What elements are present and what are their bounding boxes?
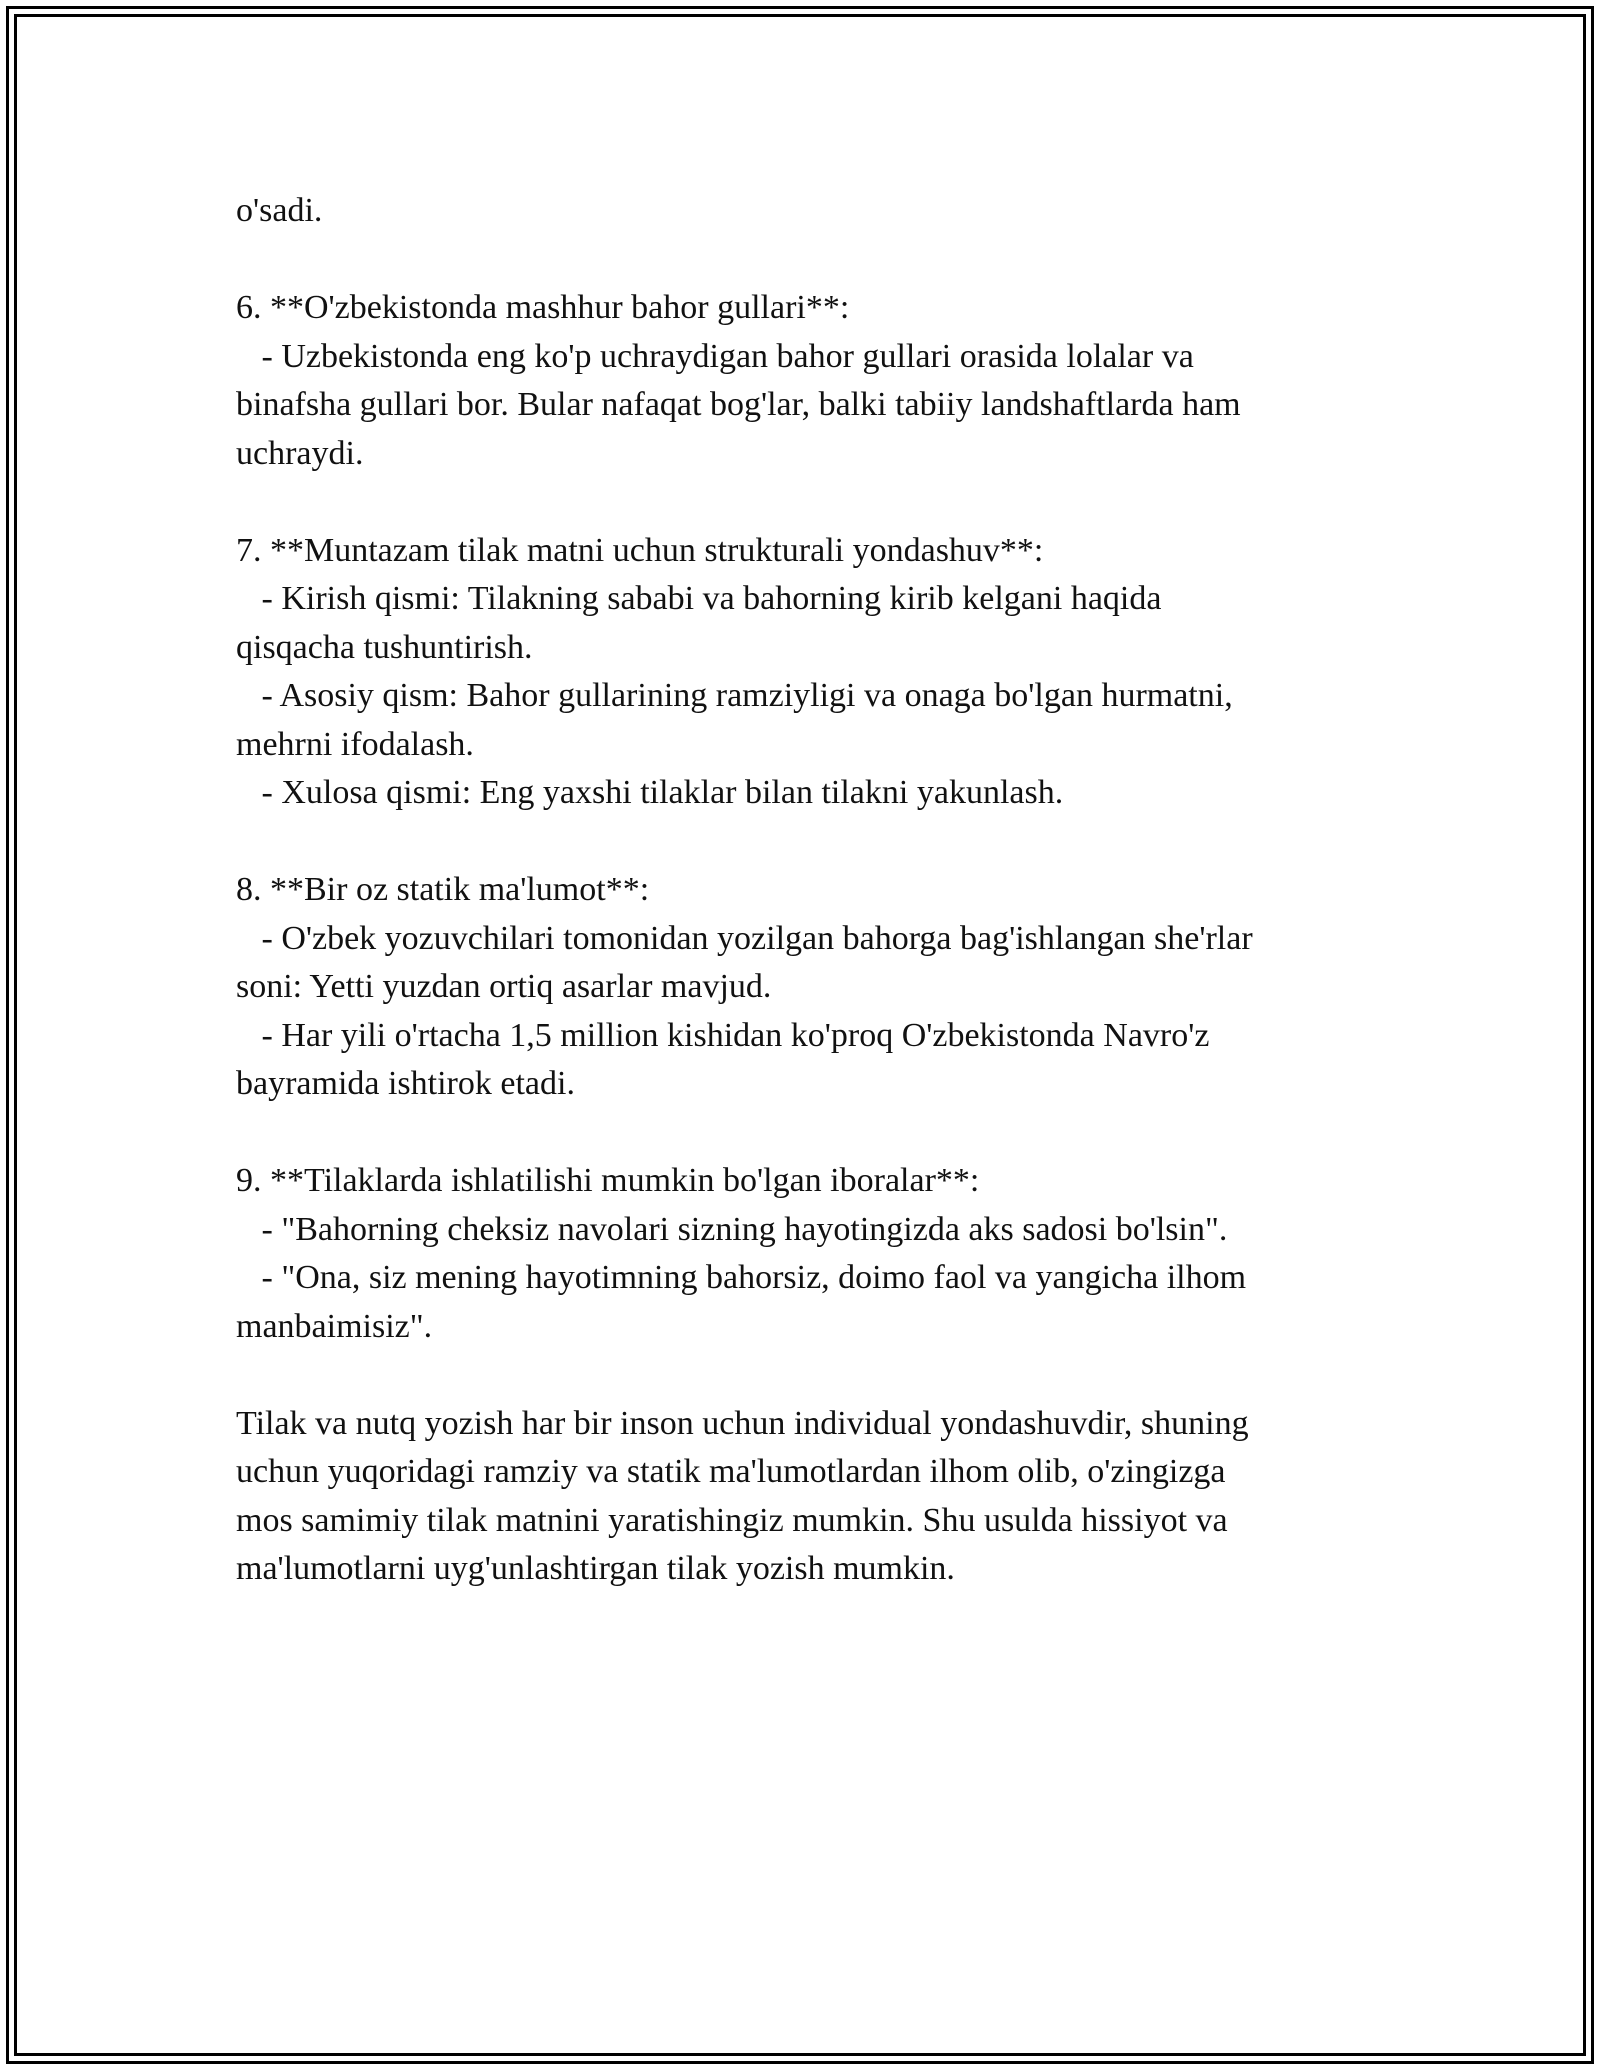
text-line: - "Ona, siz mening hayotimning bahorsiz, doimo faol va yangicha ilhom: [236, 1259, 1247, 1296]
text-line: - O'zbek yozuvchilari tomonidan yozilgan bahorga bag'ishlangan she'rlar: [236, 919, 1253, 957]
section-heading-7: 7. **Muntazam tilak matni uchun strukturali yondashuv**:: [236, 531, 1044, 569]
text-line: - Kirish qismi: Tilakning sababi va bahorning kirib kelgani haqida: [236, 580, 1162, 617]
text-line: o'sadi.: [236, 192, 323, 229]
text-line: soni: Yetti yuzdan ortiq asarlar mavjud.: [236, 968, 772, 1005]
text-line: binafsha gullari bor. Bular nafaqat bog'lar, balki tabiiy landshaftlarda ham: [236, 386, 1241, 423]
blank-line: [236, 1351, 1376, 1400]
section-heading-9: 9. **Tilaklarda ishlatilishi mumkin bo'lgan iboralar**:: [236, 1162, 980, 1199]
blank-line: [236, 236, 1376, 285]
text-line: - Uzbekistonda eng ko'p uchraydigan bahor gullari orasida lolalar va: [236, 337, 1194, 375]
text-line: - "Bahorning cheksiz navolari sizning hayotingizda aks sadosi bo'lsin".: [236, 1210, 1228, 1248]
text-line: - Xulosa qismi: Eng yaxshi tilaklar bilan tilakni yakunlash.: [236, 774, 1064, 811]
conclusion-line: ma'lumotlarni uyg'unlashtirgan tilak yozish mumkin.: [236, 1550, 955, 1587]
text-line: manbaimisiz".: [236, 1307, 433, 1345]
text-line: bayramida ishtirok etadi.: [236, 1065, 575, 1102]
conclusion-line: uchun yuqoridagi ramziy va statik ma'lumotlardan ilhom olib, o'zingizga: [236, 1453, 1226, 1490]
conclusion-line: mos samimiy tilak matnini yaratishingiz mumkin. Shu usulda hissiyot va: [236, 1501, 1228, 1539]
blank-line: [236, 1109, 1376, 1158]
conclusion-line: Tilak va nutq yozish har bir inson uchun individual yondashuvdir, shuning: [236, 1404, 1249, 1442]
text-line: - Har yili o'rtacha 1,5 million kishidan ko'proq O'zbekistonda Navro'z: [236, 1016, 1210, 1054]
blank-line: [236, 818, 1376, 867]
text-line: mehrni ifodalash.: [236, 725, 474, 763]
document-body: [236, 187, 1376, 1594]
section-heading-8: 8. **Bir oz statik ma'lumot**:: [236, 871, 650, 908]
blank-line: [236, 478, 1376, 527]
text-line: - Asosiy qism: Bahor gullarining ramziyligi va onaga bo'lgan hurmatni,: [236, 677, 1233, 714]
section-heading-6: 6. **O'zbekistonda mashhur bahor gullari**:: [236, 289, 850, 326]
text-line: qisqacha tushuntirish.: [236, 628, 533, 666]
text-line: uchraydi.: [236, 434, 364, 472]
